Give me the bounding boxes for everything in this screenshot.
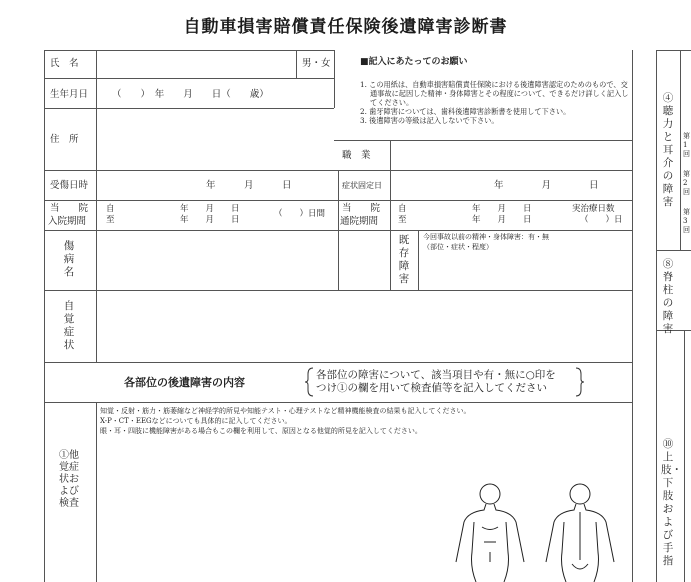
symptoms-label: 自覚症状 <box>63 300 75 351</box>
mental-note-2: X-P・CT・EEGなどについても具体的に記入してください。 <box>100 417 292 425</box>
hearing-test-2: 第2回 <box>683 170 690 196</box>
injury-name-input[interactable] <box>100 236 334 286</box>
notice-item: 3. 後遺障害の等級は記入しないで下さい。 <box>360 116 499 125</box>
body-front-figure <box>456 484 524 582</box>
symptoms-input[interactable] <box>100 296 626 356</box>
inpatient-from-date[interactable]: 年 月 日 <box>180 204 240 214</box>
notice-item: 2. 歯牙障害については、歯科後遺障害診断書を使用して下さい。 <box>360 107 571 116</box>
name-input[interactable] <box>100 58 290 72</box>
existing-disability-text[interactable]: 今回事故以前の精神・身体障害：有・無 <box>423 233 549 241</box>
section-instruction-2: つけ①の欄を用いて検査値等を記入してください <box>316 382 547 394</box>
fixed-date-label: 症状固定日 <box>342 181 382 190</box>
outpatient-from: 自 <box>398 204 407 214</box>
mental-section-title: ①他覚症状および検査 <box>59 450 79 509</box>
inpatient-to: 至 <box>106 215 115 225</box>
body-back-figure <box>546 484 614 582</box>
injury-name-label: 傷病名 <box>63 240 75 278</box>
inpatient-label-2: 入院期間 <box>48 216 87 227</box>
birth-input[interactable]: （ ） 年 月 日（ 歳） <box>112 89 269 100</box>
name-label: 氏 名 <box>50 58 79 69</box>
gender-options[interactable]: 男・女 <box>302 58 331 69</box>
section-instruction-1: 各部位の障害について、該当項目や有・無に○印を <box>316 369 556 381</box>
outpatient-from-date[interactable]: 年 月 日 <box>472 204 532 214</box>
address-input[interactable] <box>100 120 330 160</box>
actual-days-input[interactable]: （ ）日 <box>580 215 623 225</box>
inpatient-label: 当 院 <box>50 203 89 214</box>
spine-section-label: ⑧脊柱の障害 <box>662 258 674 335</box>
section-heading: 各部位の後遺障害の内容 <box>124 376 245 389</box>
form-border-top <box>44 50 334 51</box>
notice-list <box>360 80 632 125</box>
form-border-left <box>44 50 45 582</box>
hearing-test-3: 第3回 <box>683 208 690 234</box>
injury-date-label: 受傷日時 <box>50 180 89 191</box>
inpatient-from: 自 <box>106 204 115 214</box>
outpatient-to: 至 <box>398 215 407 225</box>
actual-days-label: 実治療日数 <box>572 204 615 214</box>
occupation-input[interactable] <box>394 146 628 166</box>
limbs-section-label: ⑩上肢・下肢および手指 <box>661 438 682 567</box>
outpatient-label-2: 通院期間 <box>340 216 379 227</box>
brace-left <box>305 367 315 397</box>
existing-disability-detail: （部位・症状・程度） <box>423 243 493 251</box>
body-diagram[interactable] <box>450 482 630 582</box>
outpatient-to-date[interactable]: 年 月 日 <box>472 215 532 225</box>
mental-note-3: 眼・耳・四肢に機能障害がある場合もこの欄を利用して、原因となる他覚的所見を記入してください。 <box>100 427 422 435</box>
fixed-date-input[interactable]: 年 月 日 <box>494 180 599 191</box>
hearing-test-1: 第1回 <box>683 132 690 158</box>
occupation-label: 職 業 <box>342 150 371 161</box>
hearing-section-label: ④聴力と耳介の障害 <box>662 92 674 208</box>
injury-date-input[interactable]: 年 月 日 <box>206 180 292 191</box>
notice-item: 1. この用紙は、自動車損害賠償責任保険における後遺障害認定のためのもので、交通事故に起因した精神・身体障害とその程度について、できるだけ詳しく記入してください。 <box>360 80 629 107</box>
outpatient-label: 当 院 <box>342 203 381 214</box>
inpatient-to-date[interactable]: 年 月 日 <box>180 215 240 225</box>
form-title: 自動車損害賠償責任保険後遺障害診断書 <box>183 17 508 37</box>
inpatient-days[interactable]: （ ）日間 <box>274 209 326 219</box>
mental-note-1: 知覚・反射・筋力・筋萎縮など神経学的所見や知能テスト・心理テストなど精神機能検査の結果も記入してください。 <box>100 407 471 415</box>
form-border-right <box>632 50 633 582</box>
address-label: 住 所 <box>50 134 79 145</box>
notice-heading: ■記入にあたってのお願い <box>360 57 468 67</box>
brace-right <box>574 367 584 397</box>
existing-disability-label: 既存障害 <box>398 234 410 285</box>
mental-section-label <box>58 450 80 510</box>
birth-label: 生年月日 <box>50 89 89 100</box>
